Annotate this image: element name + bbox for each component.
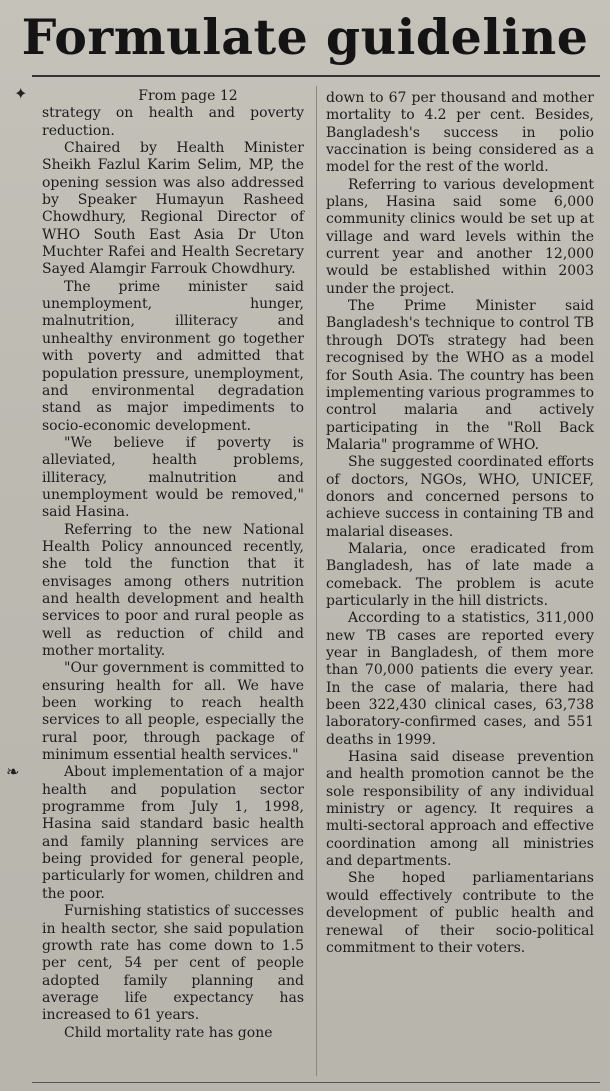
ink-mark: ❧ — [6, 762, 20, 781]
paragraph: down to 67 per thousand and mother mortality to 4.2 per cent. Besides, Bangladesh's success in polio vaccination is being considered as a model for the rest of the world. — [326, 90, 594, 176]
ink-mark: ✦ — [14, 84, 28, 103]
article-column-left — [42, 88, 304, 1042]
paragraph: Referring to the new National Health Policy announced recently, she told the function that it envisages among others nutrition and health development and health services to poor and rural people as well as reduction of child and mother mortality. — [42, 521, 304, 659]
paragraph: Furnishing statistics of successes in health sector, she said population growth rate has come down to 1.5 per cent, 54 per cent of people adopted family planning and average life expectancy has increased to 61 years. — [42, 903, 304, 1024]
headline: Formulate guideline — [21, 8, 589, 66]
paragraph: Child mortality rate has gone — [64, 1024, 273, 1041]
headline-rule — [32, 75, 600, 77]
paragraph: Malaria, once eradicated from Bangladesh, has of late made a comeback. The problem is acute particularly in the hill districts. — [326, 540, 594, 609]
paragraph: Hasina said disease prevention and health promotion cannot be the sole responsibility of any individual ministry or agency. It requires a multi-sectoral approach and effective coordination among all ministries and departments. — [326, 749, 594, 870]
paragraph: strategy on health and poverty reduction. — [42, 105, 304, 139]
article-column-right — [326, 90, 594, 957]
paragraph: Referring to various development plans, Hasina said some 6,000 community clinics would be set up at village and ward levels within the current year and another 12,000 would be established within 2003 under the project. — [326, 176, 594, 297]
paragraph: About implementation of a major health and population sector programme from July 1, 1998, Hasina said standard basic health and family planning services are being provided for general people, particularly for women, children and the poor. — [42, 764, 304, 902]
paragraph: The Prime Minister said Bangladesh's technique to control TB through DOTs strategy had been recognised by the WHO as a model for South Asia. The country has been implementing various programmes to control malaria and actively participating in the "Roll Back Malaria" programme of WHO. — [326, 298, 594, 453]
paragraph: She hoped parliamentarians would effectively contribute to the development of public health and renewal of their socio-political commitment to their voters. — [326, 870, 594, 956]
paragraph: Chaired by Health Minister Sheikh Fazlul Karim Selim, MP, the opening session was also addressed by Speaker Humayun Rasheed Chowdhury, Regional Director of WHO South East Asia Dr Uton Muchter Rafei and Health Secretary Sayed Alamgir Farrouk Chowdhury. — [42, 140, 304, 278]
paragraph: "Our government is committed to ensuring health for all. We have been working to reach health services to all people, especially the rural poor, through package of minimum essential health services." — [42, 660, 304, 764]
bottom-rule — [32, 1082, 600, 1083]
paragraph: The prime minister said unemployment, hunger, malnutrition, illiteracy and unhealthy environment go together with poverty and admitted that population pressure, unemployment, and environmental degradation stand as major impediments to socio-economic development. — [42, 278, 304, 434]
continuation-note: From page 12 — [138, 88, 238, 104]
paragraph: According to a statistics, 311,000 new TB cases are reported every year in Bangladesh, of them more than 70,000 patients die every year. In the case of malaria, there had been 322,430 clinical cases, 63,738 laboratory-confirmed cases, and 551 deaths in 1999. — [326, 610, 594, 748]
paragraph: "We believe if poverty is alleviated, health problems, illiteracy, malnutrition and unemployment would be removed," said Hasina. — [42, 434, 304, 521]
column-divider — [316, 86, 317, 1076]
paragraph: She suggested coordinated efforts of doctors, NGOs, WHO, UNICEF, donors and concerned persons to achieve success in containing TB and malarial diseases. — [326, 454, 594, 540]
